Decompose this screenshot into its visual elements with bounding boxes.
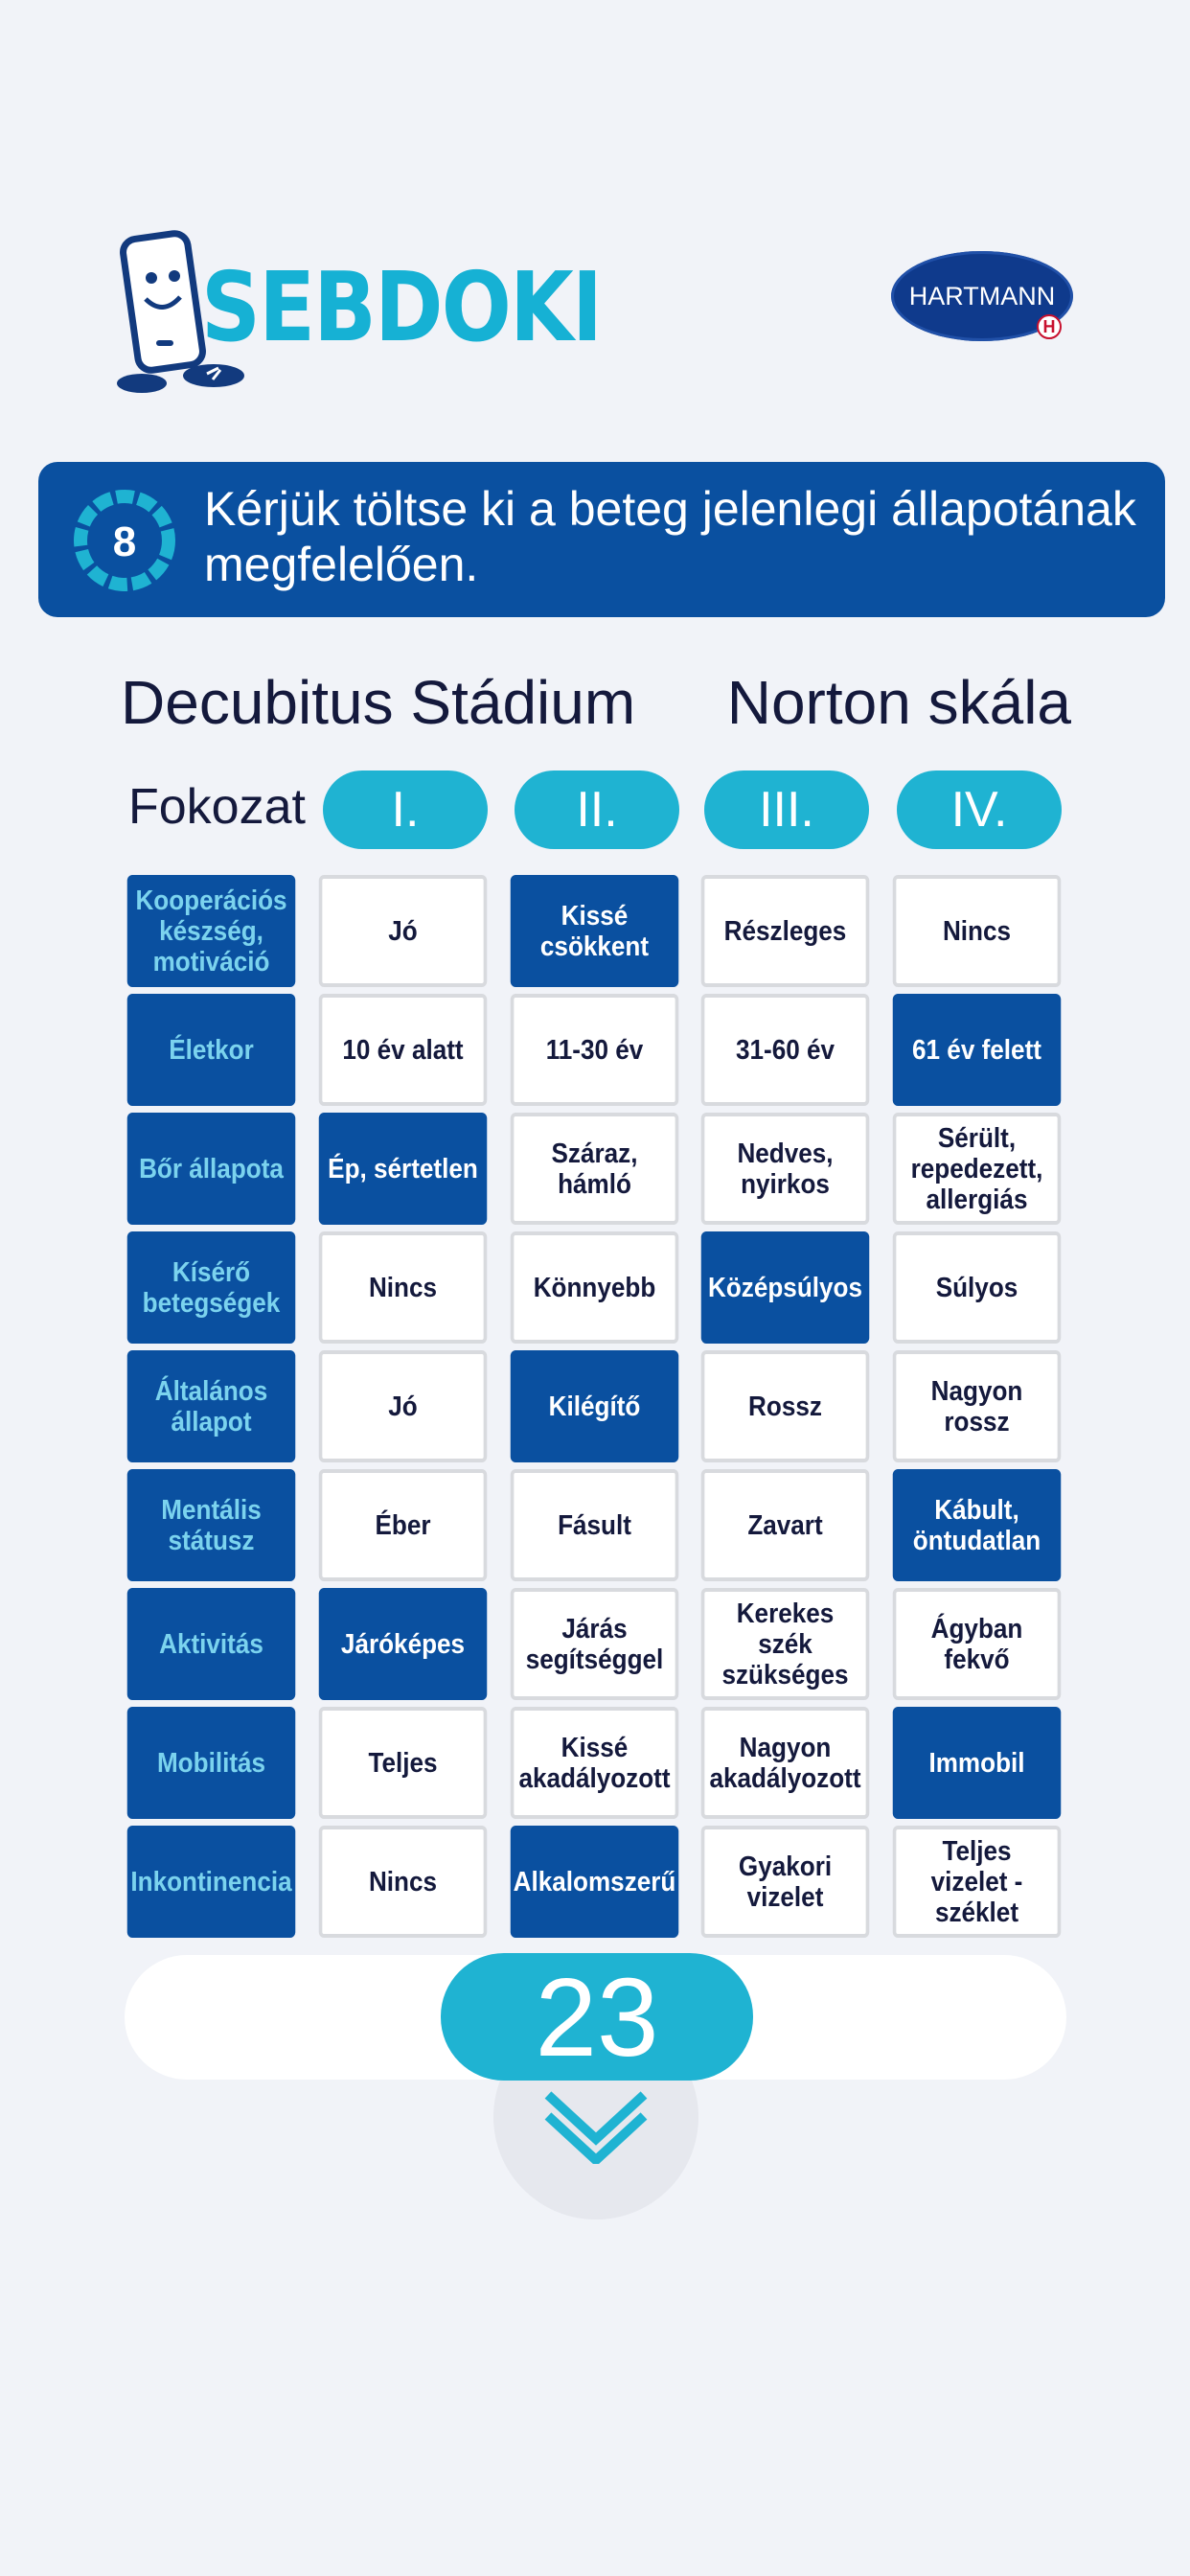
grade-pill-1: I. <box>323 770 488 849</box>
option-cell[interactable]: Nedves, nyirkos <box>701 1113 870 1225</box>
option-cell[interactable]: Kerekes szék szükséges <box>701 1588 870 1700</box>
grade-label: Fokozat <box>128 779 306 835</box>
option-cell[interactable]: Alkalomszerű <box>511 1826 679 1938</box>
row-label: Bőr állapota <box>127 1113 296 1225</box>
sebdoki-logo <box>113 230 602 398</box>
option-cell[interactable]: Éber <box>319 1469 488 1581</box>
app-name: SEBDOKI <box>201 251 602 363</box>
option-cell[interactable]: Ép, sértetlen <box>319 1113 488 1225</box>
option-cell[interactable]: Fásult <box>511 1469 679 1581</box>
row-label: Mobilitás <box>127 1707 296 1819</box>
option-cell[interactable]: 11-30 év <box>511 994 679 1106</box>
option-cell[interactable]: Jó <box>319 1350 488 1462</box>
option-cell[interactable]: Nincs <box>319 1231 488 1344</box>
option-cell[interactable]: Zavart <box>701 1469 870 1581</box>
row-label: Kísérő betegségek <box>127 1231 296 1344</box>
option-cell[interactable]: Járás segítséggel <box>511 1588 679 1700</box>
row-label: Mentális státusz <box>127 1469 296 1581</box>
option-cell[interactable]: Száraz, hámló <box>511 1113 679 1225</box>
option-cell[interactable]: Részleges <box>701 875 870 987</box>
hartmann-logo-text: HARTMANN <box>908 281 1056 310</box>
decubitus-stage-title: Decubitus Stádium <box>121 668 636 737</box>
hartmann-mark: H <box>1037 314 1062 339</box>
grade-pill-4: IV. <box>897 770 1062 849</box>
option-cell[interactable]: Kissé akadályozott <box>511 1707 679 1819</box>
option-cell[interactable]: Immobil <box>893 1707 1062 1819</box>
option-cell[interactable]: 31-60 év <box>701 994 870 1106</box>
option-cell[interactable]: Nagyon rossz <box>893 1350 1062 1462</box>
norton-scale-title: Norton skála <box>726 668 1071 737</box>
option-cell[interactable]: Teljes vizelet -széklet <box>893 1826 1062 1938</box>
option-cell[interactable]: Jó <box>319 875 488 987</box>
option-cell[interactable]: Sérült, repedezett, allergiás <box>893 1113 1062 1225</box>
grade-pill-3: III. <box>704 770 869 849</box>
option-cell[interactable]: Súlyos <box>893 1231 1062 1344</box>
hartmann-logo <box>891 251 1073 341</box>
instruction-text: Kérjük töltse ki a beteg jelenlegi állapotának megfelelően. <box>204 482 1136 591</box>
option-cell[interactable]: Nagyon akadályozott <box>701 1707 870 1819</box>
row-label: Általános állapot <box>127 1350 296 1462</box>
option-cell[interactable]: Kissé csökkent <box>511 875 679 987</box>
option-cell[interactable]: Nincs <box>319 1826 488 1938</box>
option-cell[interactable]: Kábult, öntudatlan <box>893 1469 1062 1581</box>
option-cell[interactable]: Ágyban fekvő <box>893 1588 1062 1700</box>
option-cell[interactable]: 10 év alatt <box>319 994 488 1106</box>
chevron-down-icon[interactable] <box>542 2089 650 2164</box>
option-cell[interactable]: Gyakori vizelet <box>701 1826 870 1938</box>
option-cell[interactable]: Rossz <box>701 1350 870 1462</box>
row-label: Aktivitás <box>127 1588 296 1700</box>
row-label: Életkor <box>127 994 296 1106</box>
instruction-banner <box>38 462 1165 617</box>
option-cell[interactable]: Kilégítő <box>511 1350 679 1462</box>
step-progress-ring <box>71 487 178 594</box>
option-cell[interactable]: Középsúlyos <box>701 1231 870 1344</box>
row-label: Inkontinencia <box>127 1826 296 1938</box>
option-cell[interactable]: Könnyebb <box>511 1231 679 1344</box>
step-number: 8 <box>112 518 137 565</box>
option-cell[interactable]: Teljes <box>319 1707 488 1819</box>
grade-pill-2: II. <box>515 770 679 849</box>
option-cell[interactable]: Nincs <box>893 875 1062 987</box>
row-label: Kooperációs készség, motiváció <box>127 875 296 987</box>
option-cell[interactable]: 61 év felett <box>893 994 1062 1106</box>
option-cell[interactable]: Járóképes <box>319 1588 488 1700</box>
score-value: 23 <box>441 1953 753 2081</box>
